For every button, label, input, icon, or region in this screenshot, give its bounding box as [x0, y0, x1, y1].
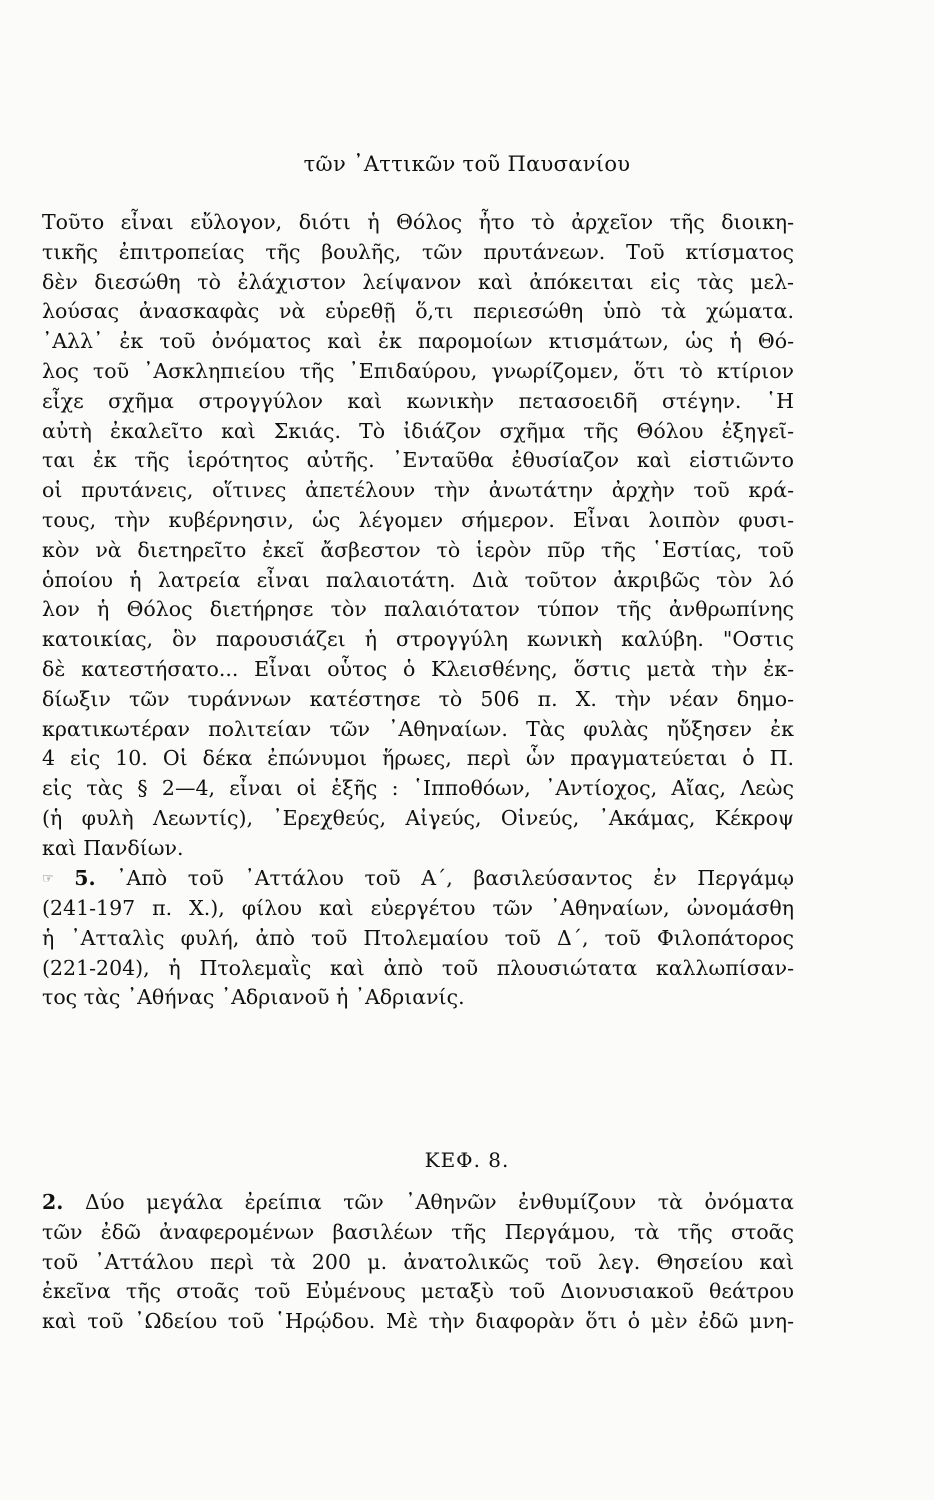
- text-line: ἐκεῖνα τῆς στοᾶς τοῦ Εὐμένους μεταξὺ τοῦ Διονυσιακοῦ θεάτρου: [42, 1279, 794, 1304]
- text-line: λούσας ἀνασκαφὰς νὰ εὑρεθῇ ὅ,τι περιεσώθη ὑπὸ τὰ χώματα.: [42, 299, 794, 324]
- note-marker: 5.: [74, 865, 96, 890]
- text-line: καὶ Πανδίων.: [42, 835, 184, 860]
- text-line: ᾽Αλλ᾽ ἐκ τοῦ ὀνόματος καὶ ἐκ παρομοίων κτισμάτων, ὡς ἡ Θό-: [42, 329, 794, 354]
- chapter-heading: ΚΕΦ. 8.: [424, 1148, 510, 1172]
- note-text: Δύο μεγάλα ἐρείπια τῶν ᾽Αθηνῶν ἐνθυμίζουν τὰ ὀνόματα: [84, 1190, 794, 1214]
- text-line: λος τοῦ ᾽Ασκληπιείου τῆς ᾽Επιδαύρου, γνωρίζομεν, ὅτι τὸ κτίριον: [42, 358, 794, 383]
- text-line: δὲν διεσώθη τὸ ἐλάχιστον λείψανον καὶ ἀπόκειται εἰς τὰς μελ-: [42, 269, 794, 294]
- text-line: κατοικίας, ὃν παρουσιάζει ἡ στρογγύλη κωνικὴ καλύβη. "Οστις: [42, 627, 794, 652]
- running-header: τῶν ᾽Αττικῶν τοῦ Παυσανίου: [303, 152, 631, 176]
- text-line: τοῦ ᾽Αττάλου περὶ τὰ 200 μ. ἀνατολικῶς τοῦ λεγ. Θησείου καὶ: [42, 1249, 794, 1274]
- text-line: (221-204), ἡ Πτολεμαῒς καὶ ἀπὸ τοῦ πλουσιώτατα καλλωπίσαν-: [42, 955, 794, 980]
- text-line: οἱ πρυτάνεις, οἵτινες ἀπετέλουν τὴν ἀνωτάτην ἀρχὴν τοῦ κρά-: [42, 478, 794, 503]
- text-line: κὸν νὰ διετηρεῖτο ἐκεῖ ἄσβεστον τὸ ἱερὸν πῦρ τῆς ῾Εστίας, τοῦ: [42, 537, 794, 562]
- text-line: ται ἐκ τῆς ἱερότητος αὐτῆς. ᾽Ενταῦθα ἐθυσίαζον καὶ εἱστιῶντο: [42, 448, 794, 473]
- text-line: τους, τὴν κυβέρνησιν, ὡς λέγομεν σήμερον. Εἶναι λοιπὸν φυσι-: [42, 507, 794, 532]
- note-marker: 2.: [42, 1190, 64, 1214]
- text-line: δὲ κατεστήσατο... Εἶναι οὗτος ὁ Κλεισθένης, ὅστις μετὰ τὴν ἐκ-: [42, 656, 794, 681]
- text-line: δίωξιν τῶν τυράννων κατέστησε τὸ 506 π. Χ. τὴν νέαν δημο-: [42, 686, 794, 711]
- text-line: τικῆς ἐπιτροπείας τῆς βουλῆς, τῶν πρυτάνεων. Τοῦ κτίσματος: [42, 239, 794, 264]
- chapter-paragraph: [42, 1188, 794, 1337]
- text-line: λον ἡ Θόλος διετήρησε τὸν παλαιότατον τύπον τῆς ἀνθρωπίνης: [42, 597, 794, 622]
- text-line: εἶχε σχῆμα στρογγύλον καὶ κωνικὴν πετασοειδῆ στέγην. ῾Η: [42, 388, 794, 413]
- text-line: καὶ τοῦ ᾽Ωδείου τοῦ ῾Ηρῴδου. Μὲ τὴν διαφορὰν ὅτι ὁ μὲν ἐδῶ μνη-: [42, 1309, 794, 1334]
- text-line: ἡ ᾽Ατταλὶς φυλή, ἀπὸ τοῦ Πτολεμαίου τοῦ Δ΄, τοῦ Φιλοπάτορος: [42, 925, 794, 950]
- text-line: (ἡ φυλὴ Λεωντίς), ᾽Ερεχθεύς, Αἰγεύς, Οἰνεύς, ᾽Ακάμας, Κέκροψ: [42, 805, 794, 830]
- note-2-first-line: [42, 1188, 794, 1218]
- text-line: κρατικωτέραν πολιτείαν τῶν ᾽Αθηναίων. Τὰς φυλὰς ηὔξησεν ἐκ: [42, 716, 794, 741]
- text-line: αὐτὴ ἐκαλεῖτο καὶ Σκιάς. Τὸ ἰδιάζον σχῆμα τῆς Θόλου ἐξηγεῖ-: [42, 418, 794, 443]
- text-line: Τοῦτο εἶναι εὔλογον, διότι ἡ Θόλος ἦτο τὸ ἀρχεῖον τῆς διοικη-: [42, 210, 794, 234]
- pointer-mark-icon: ☞: [42, 871, 54, 887]
- text-line: τος τὰς ᾽Αθήνας ᾽Αδριανοῦ ἡ ᾽Αδριανίς.: [42, 985, 465, 1010]
- text-line: (241-197 π. Χ.), φίλου καὶ εὐεργέτου τῶν ᾽Αθηναίων, ὠνομάσθη: [42, 895, 794, 920]
- text-line: 4 εἰς 10. Οἱ δέκα ἐπώνυμοι ἥρωες, περὶ ὧν πραγματεύεται ὁ Π.: [42, 746, 794, 771]
- text-line: τῶν ἐδῶ ἀναφερομένων βασιλέων τῆς Περγάμου, τὰ τῆς στοᾶς: [42, 1219, 794, 1244]
- note-text: ᾽Απὸ τοῦ ᾽Αττάλου τοῦ Α΄, βασιλεύσαντος ἐν Περγάμῳ: [116, 865, 794, 890]
- note-5-first-line: [42, 864, 794, 894]
- main-paragraph: [42, 208, 794, 1013]
- text-line: ὁποίου ἡ λατρεία εἶναι παλαιοτάτη. Διὰ τοῦτον ἀκριβῶς τὸν λό: [42, 567, 794, 592]
- text-line: εἰς τὰς § 2—4, εἶναι οἱ ἑξῆς : ῾Ιπποθόων, ᾽Αντίοχος, Αἴας, Λεὼς: [42, 776, 794, 801]
